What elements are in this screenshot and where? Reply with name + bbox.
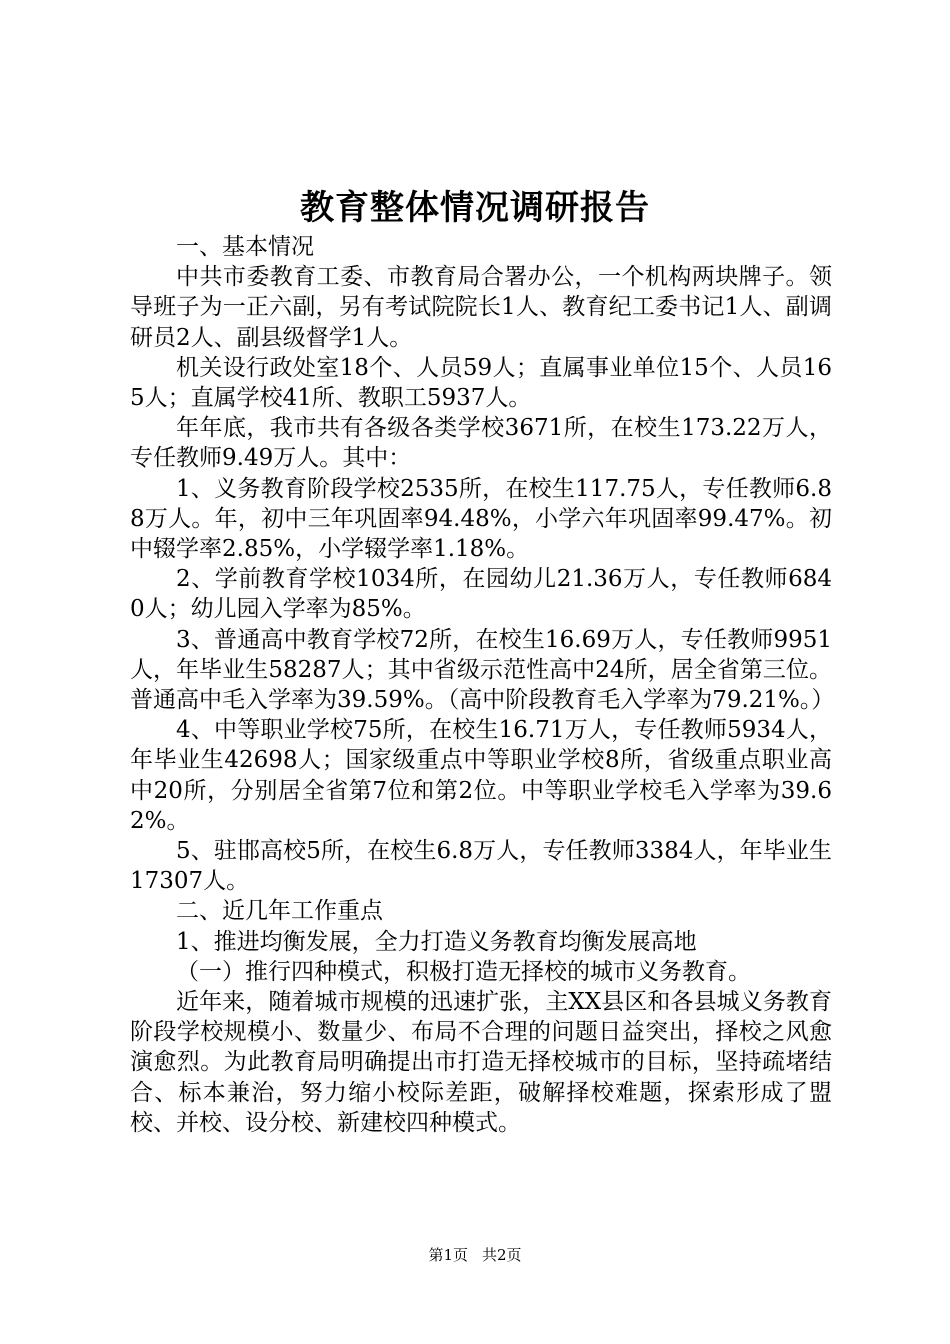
subsection-heading: 1、推进均衡发展，全力打造义务教育均衡发展高地: [176, 928, 697, 955]
paragraph: 4、中等职业学校75所，在校生16.71万人，专任教师5934人，年毕业生42698人；国家级重点中等职业学校8所，省级重点职业高中20所，分别居全省第7位和第2位。中等职业学校毛入学率为39.62%。: [130, 717, 832, 834]
subsection-heading: （一）推行四种模式，积极打造无择校的城市义务教育。: [176, 958, 751, 985]
paragraph: 中共市委教育工委、市教育局合署办公，一个机构两块牌子。领导班子为一正六副，另有考试院院长1人、教育纪工委书记1人、副调研员2人、副县级督学1人。: [130, 264, 832, 351]
paragraph: 3、普通高中教育学校72所，在校生16.69万人，专任教师9951人，年毕业生58287人；其中省级示范性高中24所，居全省第三位。普通高中毛入学率为39.59%。（高中阶段教育毛入学率为79.21%。）: [130, 626, 835, 714]
paragraph: 机关设行政处室18个、人员59人；直属事业单位15个、人员165人；直属学校41所、教职工5937人。: [130, 354, 832, 412]
page-number-total: 共2页: [482, 1246, 522, 1264]
page-number-current: 第1页: [428, 1246, 468, 1264]
document-title: 教育整体情况调研报告: [300, 188, 650, 228]
page-footer: [0, 1245, 950, 1265]
document-body: [130, 232, 835, 1138]
paragraph: 5、驻邯高校5所，在校生6.8万人，专任教师3384人，年毕业生17307人。: [130, 838, 832, 895]
section-heading: 二、近几年工作重点: [176, 898, 383, 925]
paragraph: 近年来，随着城市规模的迅速扩张，主XX县区和各县城义务教育阶段学校规模小、数量少、布局不合理的问题日益突出，择校之风愈演愈烈。为此教育局明确提出市打造无择校城市的目标，坚持疏堵结合、标本兼治，努力缩小校际差距，破解择校难题，探索形成了盟校、并校、设分校、新建校四种模式。: [130, 989, 832, 1136]
paragraph: 年年底，我市共有各级各类学校3671所，在校生173.22万人，专任教师9.49万人。其中：: [130, 415, 832, 472]
paragraph: 1、义务教育阶段学校2535所，在校生117.75人，专任教师6.88万人。年，初中三年巩固率94.48%，小学六年巩固率99.47%。初中辍学率2.85%，小学辍学率1.18%。: [130, 475, 832, 563]
paragraph: 2、学前教育学校1034所，在园幼儿21.36万人，专任教师6840人；幼儿园入学率为85%。: [130, 566, 832, 623]
section-heading: 一、基本情况: [176, 234, 314, 260]
